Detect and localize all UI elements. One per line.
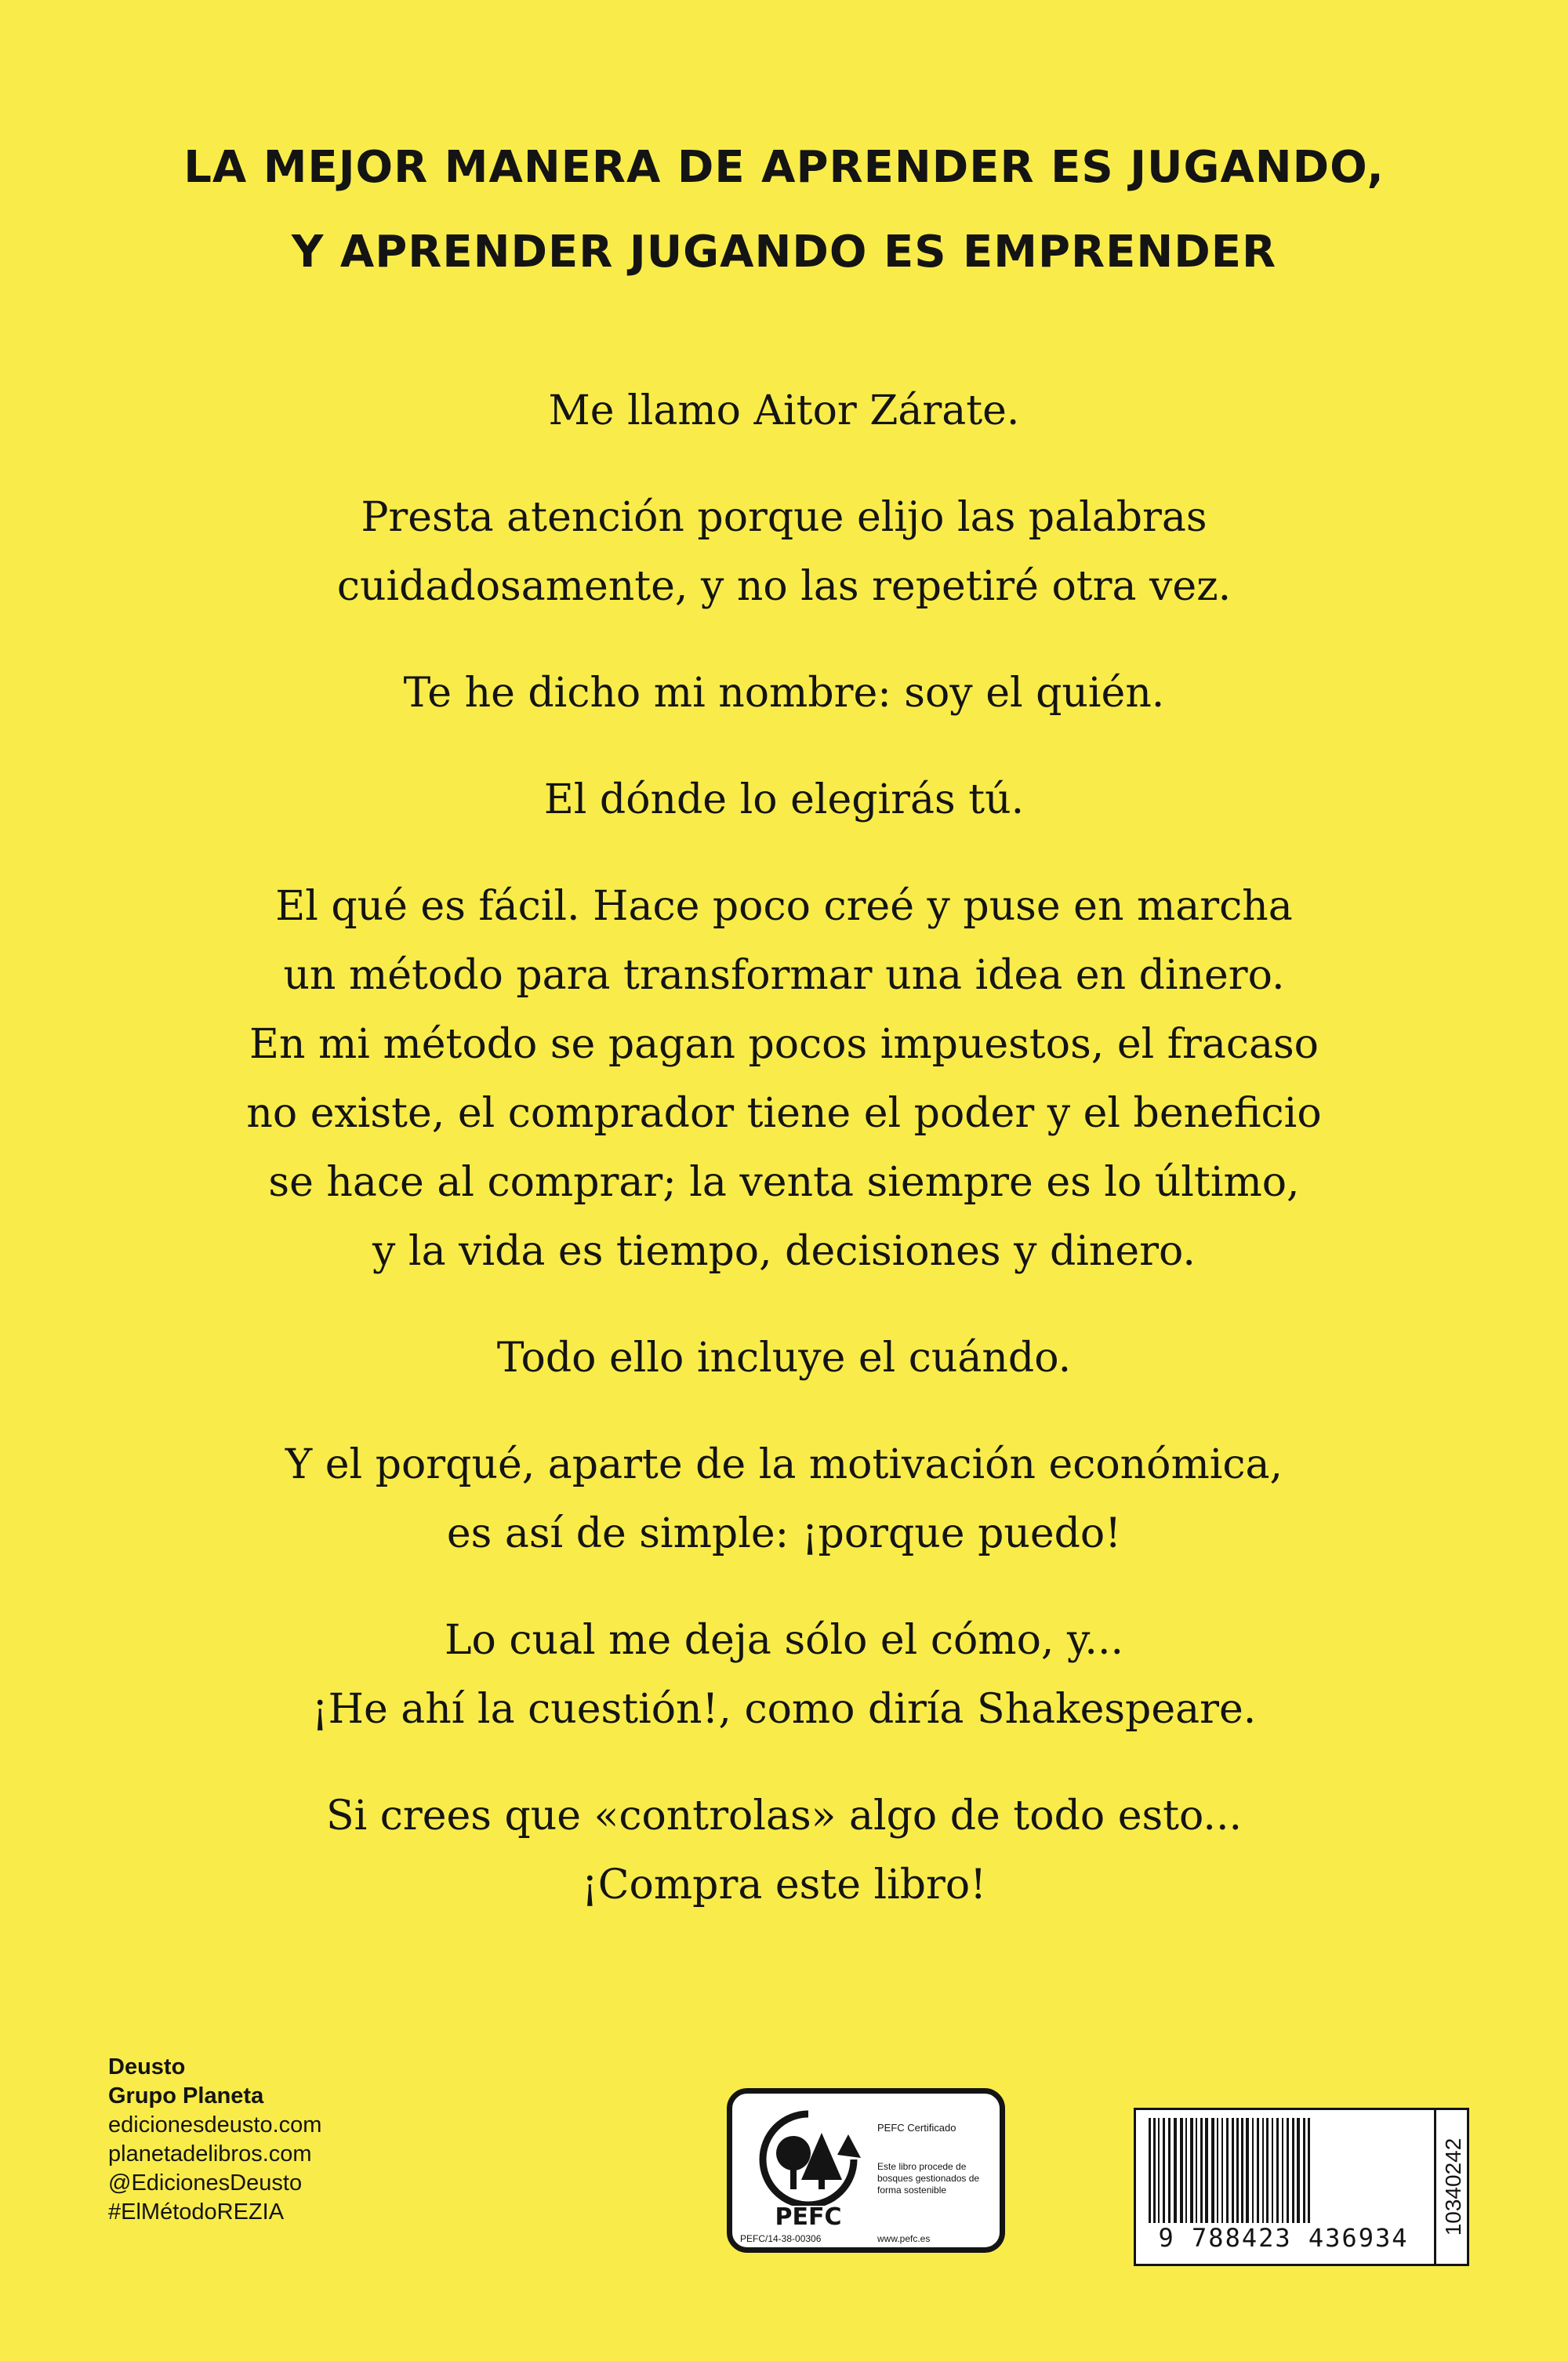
blurb-line: Lo cual me deja sólo el cómo, y...	[444, 1617, 1124, 1664]
blurb-line: cuidadosamente, y no las repetiré otra vez.	[336, 563, 1232, 610]
blurb-line: un método para transformar una idea en dinero.	[283, 952, 1285, 999]
blurb-text	[0, 376, 1568, 1957]
internal-code: 10340242	[1441, 2138, 1465, 2236]
blurb-paragraph	[0, 1324, 1568, 1393]
blurb-paragraph	[0, 483, 1568, 621]
pefc-certification-badge	[727, 2088, 1005, 2253]
blurb-line: Presta atención porque elijo las palabras	[361, 494, 1207, 541]
publisher-info	[108, 2053, 321, 2227]
blurb-line: ¡He ahí la cuestión!, como diría Shakespeare.	[311, 1686, 1257, 1733]
publisher-name: Deusto	[108, 2054, 186, 2079]
isbn-number: 9 788423 436934	[1142, 2223, 1425, 2253]
publisher-handle: @EdicionesDeusto	[108, 2170, 303, 2196]
publisher-site-2: planetadelibros.com	[108, 2141, 312, 2167]
blurb-line: El dónde lo elegirás tú.	[543, 776, 1025, 823]
internal-code-box	[1434, 2110, 1471, 2264]
blurb-line: El qué es fácil. Hace poco creé y puse en marcha	[275, 883, 1293, 930]
heading-line-1: LA MEJOR MANERA DE APRENDER ES JUGANDO,	[183, 142, 1385, 193]
blurb-line: y la vida es tiempo, decisiones y dinero.	[372, 1228, 1196, 1275]
blurb-line: Si crees que «controlas» algo de todo esto...	[325, 1793, 1243, 1840]
pefc-certified-label: PEFC Certificado	[877, 2122, 956, 2134]
heading-line-2: Y APRENDER JUGANDO ES EMPRENDER	[291, 227, 1277, 278]
blurb-paragraph	[0, 872, 1568, 1286]
publisher-group: Grupo Planeta	[108, 2083, 264, 2109]
blurb-line: Te he dicho mi nombre: soy el quién.	[403, 670, 1165, 717]
blurb-line: En mi método se pagan pocos impuestos, el fracaso	[249, 1021, 1319, 1068]
blurb-line: se hace al comprar; la venta siempre es lo último,	[268, 1159, 1300, 1206]
blurb-paragraph	[0, 1782, 1568, 1920]
publisher-site-1: edicionesdeusto.com	[108, 2112, 322, 2138]
isbn-barcode	[1134, 2108, 1469, 2266]
blurb-line: no existe, el comprador tiene el poder y el beneficio	[246, 1090, 1322, 1137]
pefc-logo-text: PEFC	[775, 2203, 842, 2231]
pefc-code: PEFC/14-38-00306	[740, 2233, 822, 2244]
blurb-paragraph	[0, 1606, 1568, 1744]
blurb-line: es así de simple: ¡porque puedo!	[446, 1510, 1122, 1557]
blurb-line: Todo ello incluye el cuándo.	[496, 1335, 1072, 1382]
blurb-paragraph	[0, 376, 1568, 445]
blurb-line: ¡Compra este libro!	[581, 1862, 987, 1909]
blurb-paragraph	[0, 1430, 1568, 1568]
pefc-site: www.pefc.es	[877, 2233, 931, 2244]
publisher-hashtag: #ElMétodoREZIA	[108, 2199, 285, 2225]
blurb-paragraph	[0, 659, 1568, 728]
blurb-line: Y el porqué, aparte de la motivación económica,	[285, 1441, 1283, 1488]
back-cover-heading	[0, 125, 1568, 295]
pefc-description: Este libro procede de bosques gestionados de forma sostenible	[877, 2161, 980, 2196]
blurb-paragraph	[0, 765, 1568, 834]
blurb-line: Me llamo Aitor Zárate.	[548, 387, 1020, 434]
